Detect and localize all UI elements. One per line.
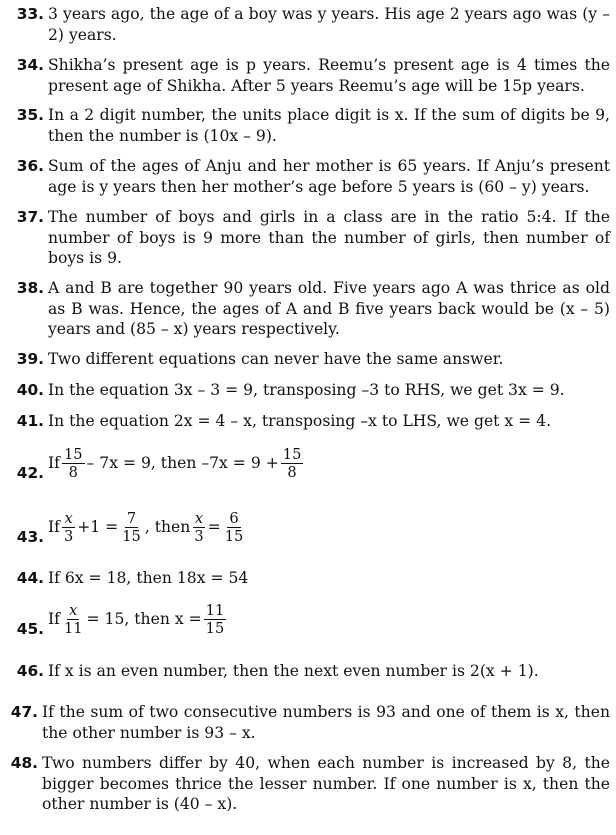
question-text: Two different equations can never have the same answer.: [48, 350, 504, 368]
question-number: 38.: [16, 279, 44, 297]
fraction-numerator: 7: [126, 510, 137, 527]
question-text: If the sum of two consecutive numbers is 93 and one of them is x, then the other number is 93 – x.: [42, 703, 610, 742]
question-number: 40.: [16, 381, 44, 399]
question-37: [0, 207, 610, 269]
equation-text: – 7x = 9, then –7x = 9 +: [86, 454, 279, 473]
fraction: [62, 602, 85, 637]
question-number: 42.: [16, 464, 44, 482]
question-text: In the equation 2x = 4 – x, transposing –x to LHS, we get x = 4.: [48, 412, 552, 430]
question-number: 47.: [10, 703, 38, 721]
fraction-denominator: 3: [194, 528, 204, 545]
question-number: 37.: [16, 208, 44, 226]
fraction-numerator: x: [194, 510, 204, 527]
question-number: 34.: [16, 56, 44, 74]
question-45: [0, 602, 610, 640]
question-number: 33.: [16, 5, 44, 23]
fraction-numerator: 11: [205, 602, 225, 619]
question-equation: [48, 510, 247, 545]
question-text: In a 2 digit number, the units place digit is x. If the sum of digits be 9, then the number is (10x – 9).: [48, 106, 610, 145]
question-number: 35.: [16, 106, 44, 124]
question-46: [0, 661, 610, 682]
equation-text: =: [207, 518, 221, 537]
question-text: If 6x = 18, then 18x = 54: [48, 569, 249, 587]
fraction-denominator: 15: [224, 528, 244, 545]
fraction-denominator: 3: [63, 528, 74, 545]
question-number: 48.: [10, 754, 38, 772]
question-34: [0, 55, 610, 96]
question-44: [0, 568, 610, 589]
question-equation: [48, 446, 305, 481]
question-40: [0, 380, 610, 401]
question-47: [0, 702, 610, 743]
question-42: [0, 446, 610, 484]
question-text: In the equation 3x – 3 = 9, transposing –3 to RHS, we get 3x = 9.: [48, 381, 565, 399]
question-number: 46.: [16, 662, 44, 680]
fraction: [281, 446, 304, 481]
fraction-denominator: 8: [287, 464, 297, 481]
question-number: 43.: [16, 528, 44, 546]
question-38: [0, 278, 610, 340]
equation-text: +1 =: [77, 518, 119, 537]
question-43: [0, 510, 610, 548]
question-35: [0, 105, 610, 146]
question-text: If x is an even number, then the next even number is 2(x + 1).: [48, 662, 539, 680]
question-text: Two numbers differ by 40, when each number is increased by 8, the bigger becomes thrice the lesser number. If one number is x, then the other number is (40 – x).: [42, 754, 610, 814]
fraction-numerator: 15: [282, 446, 302, 463]
fraction-numerator: x: [69, 602, 78, 619]
question-text: Shikha’s present age is p years. Reemu’s present age is 4 times the present age of Shikha. After 5 years Reemu’s age will be 15p years.: [48, 56, 610, 95]
question-number: 41.: [16, 412, 44, 430]
question-text: Sum of the ages of Anju and her mother is 65 years. If Anju’s present age is y years then her mother’s age before 5 years is (60 – y) years.: [48, 157, 610, 196]
fraction: [204, 602, 227, 637]
fraction: [192, 510, 205, 545]
question-39: [0, 349, 610, 370]
equation-text: If: [48, 610, 60, 629]
fraction: [62, 446, 85, 481]
fraction: [120, 510, 143, 545]
equation-text: If: [48, 454, 60, 473]
equation-text: If: [48, 518, 60, 537]
question-number: 44.: [16, 569, 44, 587]
fraction-denominator: 15: [205, 620, 225, 637]
question-41: [0, 411, 610, 432]
fraction-numerator: 6: [229, 510, 239, 527]
question-33: [0, 4, 610, 45]
question-number: 45.: [16, 620, 44, 638]
question-text: 3 years ago, the age of a boy was y years. His age 2 years ago was (y – 2) years.: [48, 5, 610, 44]
fraction-numerator: x: [64, 510, 73, 527]
fraction-denominator: 11: [63, 620, 83, 637]
question-48: [0, 753, 610, 815]
question-36: [0, 156, 610, 197]
question-number: 39.: [16, 350, 44, 368]
equation-text: , then: [144, 518, 191, 537]
fraction: [223, 510, 246, 545]
fraction-numerator: 15: [63, 446, 83, 463]
fraction-denominator: 15: [122, 528, 141, 545]
question-text: The number of boys and girls in a class are in the ratio 5:4. If the number of boys is 9 more than the number of girls, then number of boys is 9.: [48, 208, 610, 268]
equation-text: = 15, then x =: [86, 610, 202, 629]
question-equation: [48, 602, 228, 637]
fraction-denominator: 8: [68, 464, 78, 481]
fraction: [62, 510, 75, 545]
question-number: 36.: [16, 157, 44, 175]
question-text: A and B are together 90 years old. Five years ago A was thrice as old as B was. Hence, the ages of A and B five years back would be (x – 5) years and (85 – x) years respectively.: [48, 279, 610, 339]
